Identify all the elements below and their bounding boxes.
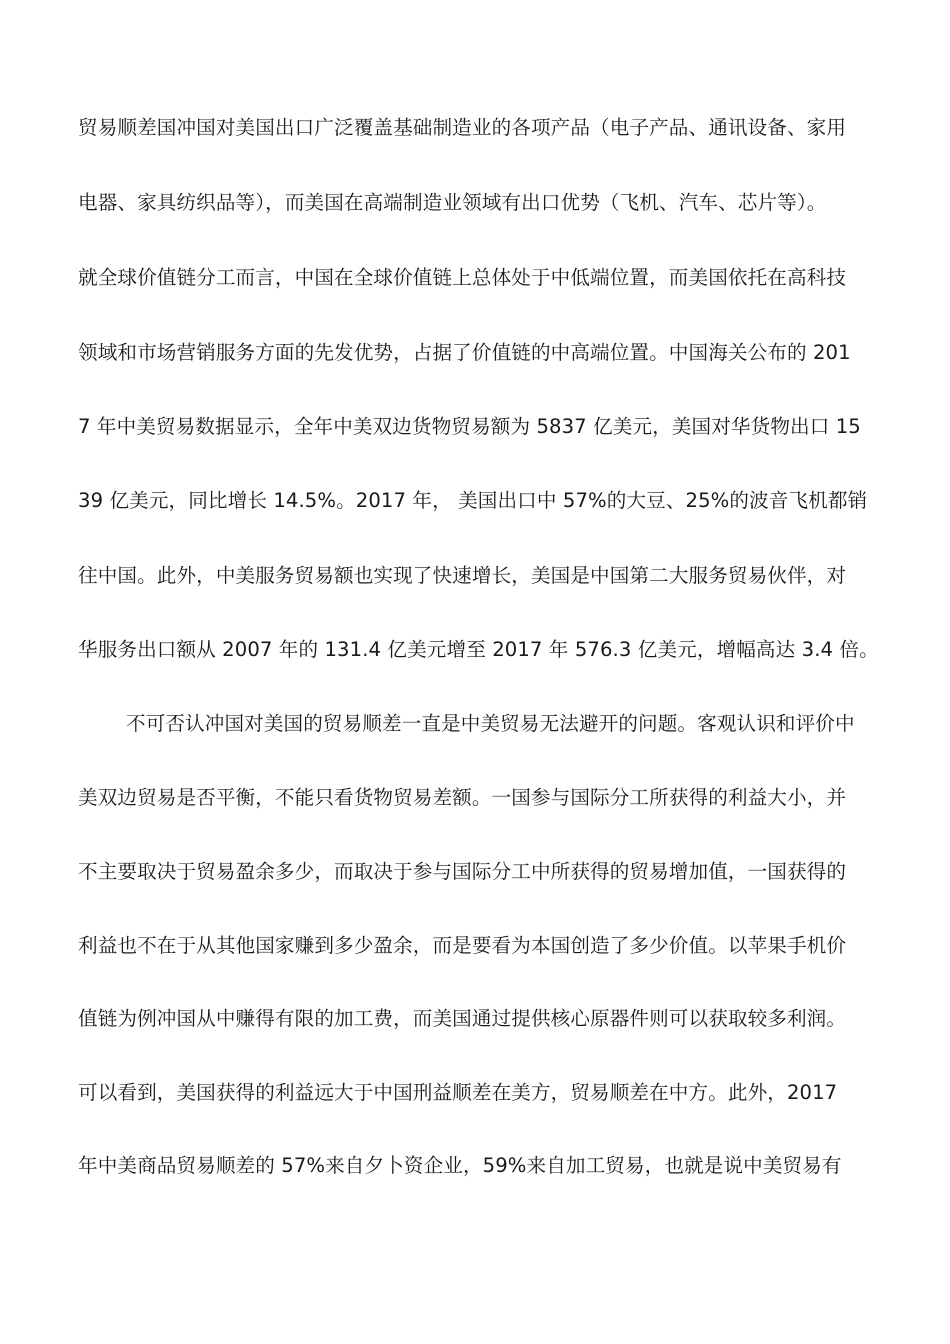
paragraph-first-line: 不可否认冲国对美国的贸易顺差一直是中美贸易无法避开的问题。客观认识和评价中 <box>126 712 855 735</box>
text-line: 领域和市场营销服务方面的先发优势，占据了价值链的中高端位置。中国海关公布的 201 <box>78 341 851 364</box>
text-line: 39 亿美元，同比增长 14.5%。2017 年， 美国出口中 57%的大豆、25%的波音飞机都销 <box>78 489 868 512</box>
text-line: 往中国。此外，中美服务贸易额也实现了快速增长，美国是中国第二大服务贸易伙伴，对 <box>78 564 847 587</box>
text-line: 不主要取决于贸易盈余多少，而取决于参与国际分工中所获得的贸易增加值，一国获得的 <box>78 860 847 883</box>
text-line: 就全球价值链分工而言，中国在全球价值链上总体处于中低端位置，而美国依托在高科技 <box>78 266 847 289</box>
text-line: 年中美商品贸易顺差的 57%来自夕卜资企业，59%来自加工贸易，也就是说中美贸易有 <box>78 1154 842 1177</box>
text-line: 贸易顺差国冲国对美国出口广泛覆盖基础制造业的各项产品（电子产品、通讯设备、家用 <box>78 116 847 139</box>
text-line: 值链为例冲国从中赚得有限的加工费，而美国通过提供核心原器件则可以获取较多利润。 <box>78 1007 847 1030</box>
text-line: 电器、家具纺织品等），而美国在高端制造业领域有出口优势（飞机、汽车、芯片等）。 <box>78 191 827 214</box>
text-line: 可以看到，美国获得的利益远大于中国刑益顺差在美方，贸易顺差在中方。此外，2017 <box>78 1081 838 1104</box>
text-line: 华服务出口额从 2007 年的 131.4 亿美元增至 2017 年 576.3 亿美元，增幅高达 3.4 倍。 <box>78 638 879 661</box>
text-line: 7 年中美贸易数据显示，全年中美双边货物贸易额为 5837 亿美元，美国对华货物出口 15 <box>78 415 861 438</box>
text-line: 美双边贸易是否平衡，不能只看货物贸易差额。一国参与国际分工所获得的利益大小，并 <box>78 786 847 809</box>
text-line: 利益也不在于从其他国家赚到多少盈余，而是要看为本国创造了多少价值。以苹果手机价 <box>78 934 847 957</box>
